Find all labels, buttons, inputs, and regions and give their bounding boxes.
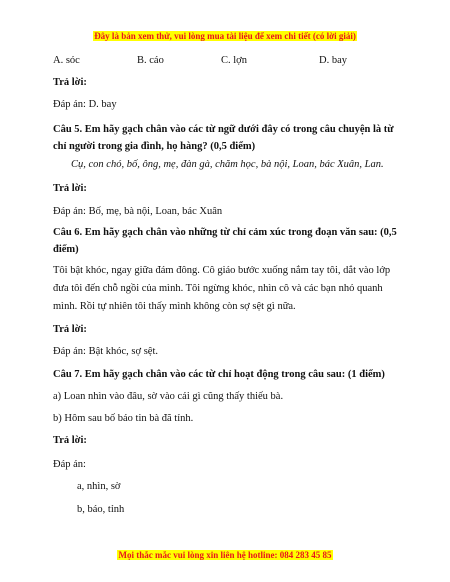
q6-answer: Đáp án: Bật khóc, sợ sệt.	[53, 346, 158, 357]
q7-sentence-b: b) Hôm sau bố báo tin bà đã tỉnh.	[53, 413, 194, 424]
q6-passage: Tôi bật khóc, ngay giữa đám đông. Cô giáo bước xuống nắm tay tôi, dắt vào lớp đưa tôi đến chỗ ngồi của mình. Tôi ngừng khóc, nhìn cô và các bạn nhỏ quanh mình. Rồi tự nhiên tôi thấy mình không còn sợ sệt gì nữa.	[53, 265, 391, 312]
option-d: D. bay	[319, 55, 347, 66]
q7-sentence-a: a) Loan nhìn vào đâu, sờ vào cái gì cũng thấy thiếu bà.	[53, 391, 284, 402]
option-c: C. lợn	[221, 55, 247, 66]
q7-answer-label: Trả lời:	[53, 435, 87, 446]
q4-answer-label: Trả lời:	[53, 77, 87, 88]
q5-answer-label: Trả lời:	[53, 183, 87, 194]
option-b: B. cáo	[137, 55, 164, 66]
preview-notice-banner	[0, 26, 450, 44]
footer-contact-banner	[0, 545, 450, 563]
q7-answer-b: b, báo, tỉnh	[77, 504, 125, 515]
q7-answer-intro: Đáp án:	[53, 459, 86, 470]
q5-answer: Đáp án: Bố, mẹ, bà nội, Loan, bác Xuân	[53, 206, 223, 217]
preview-notice: Đây là bản xem thử, vui lòng mua tài liệu để xem chi tiết (có lời giải)	[94, 31, 356, 41]
q7-answer-a: a, nhìn, sờ	[77, 481, 121, 492]
q6-answer-label: Trả lời:	[53, 324, 87, 335]
q5-question: Câu 5. Em hãy gạch chân vào các từ ngữ dưới đây có trong câu chuyện là từ chỉ người trong gia đình, họ hàng? (0,5 điểm)	[53, 124, 394, 152]
option-a: A. sóc	[53, 55, 80, 66]
footer-contact: Mọi thắc mắc vui lòng xin liên hệ hotline: 084 283 45 85	[118, 550, 332, 560]
q7-question: Câu 7. Em hãy gạch chân vào các từ chỉ hoạt động trong câu sau: (1 điểm)	[53, 369, 385, 380]
q6-question: Câu 6. Em hãy gạch chân vào những từ chỉ cảm xúc trong đoạn văn sau: (0,5 điểm)	[53, 227, 397, 255]
q4-answer: Đáp án: D. bay	[53, 99, 117, 110]
q5-words: Cụ, con chó, bố, ông, mẹ, đàn gà, chăm học, bà nội, Loan, bác Xuân, Lan.	[71, 159, 384, 170]
